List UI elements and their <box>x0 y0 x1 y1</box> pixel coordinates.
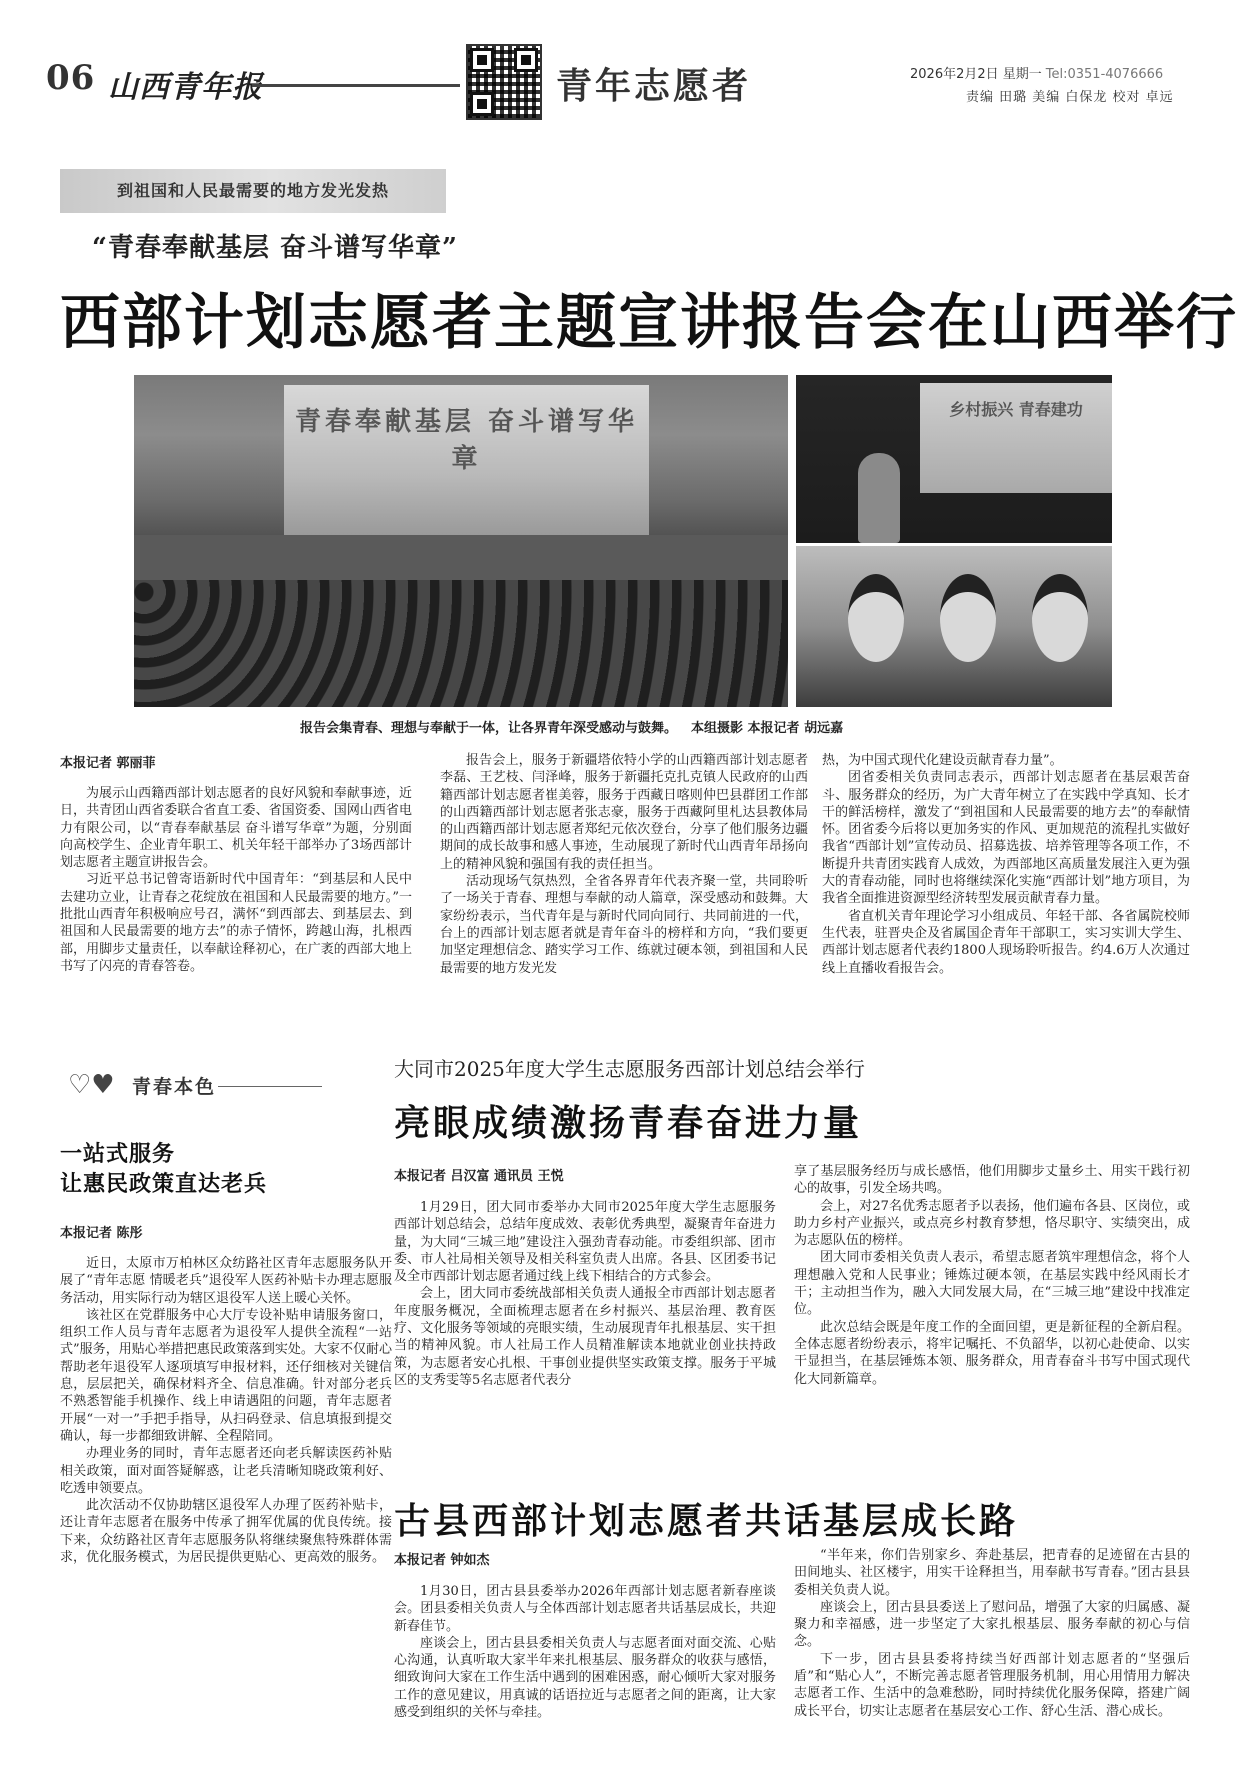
paragraph: 会上，对27名优秀志愿者予以表扬，他们遍布各县、区岗位，或助力乡村产业振兴，或点亮乡村教育梦想，恪尽职守、实绩突出，成为志愿队伍的榜样。 <box>794 1198 1190 1249</box>
section-title: 青年志愿者 <box>556 65 752 107</box>
paragraph: 团省委相关负责同志表示，西部计划志愿者在基层艰苦奋斗、服务群众的经历，为广大青年树立了在实践中学真知、长才干的鲜活榜样，激发了“到祖国和人民最需要的地方去”的奉献情怀。团省委今后将以更加务实的作风、更加规范的流程扎实做好我省“西部计划”宣传动员、招募选拔、培养管理等各项工作，不断提升共青团实践育人成效，为西部地区高质量发展注入更为强大的青春动能，同时也将继续深化实施“西部计划”地方项目，为我省全面推进资源型经济转型发展贡献青春力量。 <box>822 770 1190 907</box>
article3-title: 古县西部计划志愿者共话基层成长路 <box>394 1500 1019 1542</box>
photo-credit: 本组摄影 本报记者 胡远嘉 <box>691 721 844 736</box>
column-badge <box>68 1066 256 1102</box>
audience-face <box>848 574 904 662</box>
sidebar-title-line: 让惠民政策直达老兵 <box>60 1171 268 1197</box>
sidebar-title <box>60 1139 390 1199</box>
photo-audience-listening <box>796 546 1112 707</box>
paragraph: 此次总结会既是年度工作的全面回望，更是新征程的全新启程。全体志愿者纷纷表示，将牢记嘱托、不负韶华，以初心赴使命、以实干显担当，在基层锤炼本领、服务群众，用青春奋斗书写中国式现代化大同新篇章。 <box>794 1319 1190 1387</box>
paragraph: 报告会上，服务于新疆塔依特小学的山西籍西部计划志愿者李磊、王艺枝、闫泽峰，服务于新疆托克扎克镇人民政府的山西籍西部计划志愿者崔美蓉，服务于西藏日喀则仲巴县群团工作部的山西籍西部计划志愿者张志豪，服务于西藏阿里札达县教体局的山西籍西部计划志愿者郑纪元依次登台，分享了他们服务边疆期间的成长故事和感人事迹，生动展现了新时代山西青年昂扬向上的精神风貌和强国有我的责任担当。 <box>440 753 808 872</box>
stage-screen <box>284 385 649 535</box>
paragraph: 享了基层服务经历与成长感悟，他们用脚步丈量乡土、用实干践行初心的故事，引发全场共鸣。 <box>794 1164 1190 1197</box>
lead-byline: 本报记者 郭丽菲 <box>60 756 156 771</box>
paragraph: 办理业务的同时，青年志愿者还向老兵解读医药补贴相关政策，面对面答疑解惑，让老兵清晰知晓政策利好、吃透申领要点。 <box>60 1446 392 1496</box>
lead-column-2 <box>440 752 808 977</box>
paragraph: “半年来，你们告别家乡、奔赴基层，把青春的足迹留在古县的田间地头、社区楼宇，用实干诠释担当，用奉献书写青春。”团古县县委相关负责人说。 <box>794 1548 1190 1598</box>
article3-column-2 <box>794 1547 1190 1720</box>
stage <box>134 535 788 580</box>
photo-caption <box>300 717 843 736</box>
paragraph: 习近平总书记曾寄语新时代中国青年：“到基层和人民中去建功立业，让青春之花绽放在祖国和人民最需要的地方。”一批批山西青年积极响应号召，满怀“到西部去、到基层去、到祖国和人民最需要的地方去”的赤子情怀，跨越山海，扎根西部，用脚步丈量责任，以奉献诠释初心，在广袤的西部大地上书写了闪亮的青春答卷。 <box>60 872 412 974</box>
paragraph: 此次活动不仅协助辖区退役军人办理了医药补贴卡，还让青年志愿者在服务中传承了拥军优属的优良传统。接下来，众纺路社区青年志愿服务队将继续聚焦特殊群体需求，优化服务模式，为居民提供更贴心、更高效的服务。 <box>60 1498 392 1566</box>
article2-title: 亮眼成绩激扬青春奋进力量 <box>394 1102 863 1144</box>
article2-kicker: 大同市2025年度大学生志愿服务西部计划总结会举行 <box>394 1057 865 1081</box>
paragraph: 为展示山西籍西部计划志愿者的良好风貌和奉献事迹，近日，共青团山西省委联合省直工委、省国资委、国网山西省电力有限公司，以“青春奉献基层 奋斗谱写华章”为题，分别面向高校学生、企业青年职工、机关年轻干部举办了3场西部计划志愿者主题宣讲报告会。 <box>60 786 412 871</box>
paragraph: 1月29日，团大同市委举办大同市2025年度大学生志愿服务西部计划总结会，总结年度成效、表彰优秀典型，凝聚青年奋进力量，为大同“三城三地”建设注入强劲青春动能。市委组织部、团市委、市人社局相关领导及相关科室负责人出席。各县、区团委书记及全市西部计划志愿者通过线上线下相结合的方式参会。 <box>394 1200 776 1285</box>
photo-lecture-hall <box>134 375 788 707</box>
paragraph: 团大同市委相关负责人表示，希望志愿者筑牢理想信念，将个人理想融入党和人民事业；锤炼过硬本领，在基层实践中经风雨长才干；主动担当作为，融入大同发展大局，在“三城三地”建设中找准定位。 <box>794 1250 1190 1318</box>
phone-number: Tel:0351-4076666 <box>1045 67 1164 82</box>
caption-text: 报告会集青春、理想与奉献于一体，让各界青年深受感动与鼓舞。 <box>300 721 678 736</box>
page-number: 06 <box>46 58 96 98</box>
speaker-figure <box>858 453 900 543</box>
photo-speaker <box>796 375 1112 543</box>
paragraph: 近日，太原市万柏林区众纺路社区青年志愿服务队开展了“青年志愿 情暖老兵”退役军人医药补贴卡办理志愿服务活动，用实际行动为辖区退役军人送上暖心关怀。 <box>60 1256 392 1306</box>
lead-kicker: “青春奉献基层 奋斗谱写华章” <box>92 233 458 263</box>
lead-column-3 <box>822 752 1190 977</box>
sidebar-byline: 本报记者 陈彤 <box>60 1226 143 1241</box>
badge-rule <box>218 1086 322 1087</box>
heart-icon: ♡♥ <box>68 1070 115 1100</box>
article2-column-2 <box>794 1163 1190 1388</box>
paragraph: 活动现场气氛热烈，全省各界青年代表齐聚一堂，共同聆听了一场关于青春、理想与奉献的动人篇章，深受感动和鼓舞。大家纷纷表示，当代青年是与新时代同向同行、共同前进的一代，台上的西部计划志愿者就是青年奋斗的榜样和方向，“我们要更加坚定理想信念、踏实学习工作、练就过硬本领，到祖国和人民最需要的地方发光发 <box>440 874 808 976</box>
paragraph: 座谈会上，团古县县委送上了慰问品，增强了大家的归属感、凝聚力和幸福感，进一步坚定了大家扎根基层、服务奉献的初心与信念。 <box>794 1599 1190 1650</box>
lead-headline: 西部计划志愿者主题宣讲报告会在山西举行 <box>60 288 1238 358</box>
audience <box>134 580 788 707</box>
stage-screen-text: 青春奉献基层 奋斗谱写华章 <box>294 407 639 474</box>
lead-column-1 <box>60 785 412 975</box>
speaker-screen <box>920 383 1112 493</box>
audience-face <box>940 574 996 662</box>
article3-byline: 本报记者 钟如杰 <box>394 1553 490 1568</box>
article3-column-1 <box>394 1583 776 1721</box>
article2-column-1 <box>394 1199 776 1389</box>
qr-code-icon[interactable] <box>466 44 542 120</box>
paragraph: 省直机关青年理论学习小组成员、年轻干部、各省属院校师生代表，驻晋央企及省属国企青年干部职工，实习实训大学生、西部计划志愿者代表约1800人现场聆听报告。约4.6万人次通过线上直播收看报告会。 <box>822 908 1190 976</box>
topic-banner: 到祖国和人民最需要的地方发光发热 <box>60 169 446 213</box>
speaker-screen-text: 乡村振兴 青春建功 <box>949 400 1083 419</box>
issue-date: 2026年2月2日 星期一 <box>910 67 1042 82</box>
newspaper-logo: 山西青年报 <box>108 70 263 105</box>
issue-date-line <box>910 63 1163 82</box>
editor-credits: 责编 田璐 美编 白保龙 校对 卓远 <box>966 90 1174 105</box>
paragraph: 该社区在党群服务中心大厅专设补贴申请服务窗口，组织工作人员与青年志愿者为退役军人提供全流程“一站式”服务，用贴心举措把惠民政策落到实处。大家不仅耐心帮助老年退役军人逐项填写申报材料，还仔细核对关键信息，层层把关，确保材料齐全、信息准确。针对部分老兵不熟悉智能手机操作、线上申请遇阻的问题，青年志愿者开展“一对一”手把手指导，从扫码登录、信息填报到提交确认，每一步都细致讲解、全程陪同。 <box>60 1307 392 1444</box>
paragraph: 会上，团大同市委统战部相关负责人通报全市西部计划志愿者年度服务概况，全面梳理志愿者在乡村振兴、基层治理、教育医疗、文化服务等领域的亮眼实绩，生动展现青年扎根基层、实干担当的精神风貌。市人社局工作人员精准解读本地就业创业扶持政策，为志愿者安心扎根、干事创业提供坚实政策支撑。服务于平城区的支秀雯等5名志愿者代表分 <box>394 1286 776 1388</box>
paragraph: 座谈会上，团古县县委相关负责人与志愿者面对面交流、心贴心沟通，认真听取大家半年来扎根基层、服务群众的收获与感悟，细致询问大家在工作生活中遇到的困难困惑，耐心倾听大家对服务工作的意见建议，用真诚的话语拉近与志愿者之间的距离，让大家感受到组织的关怀与牵挂。 <box>394 1635 776 1721</box>
audience-face <box>1032 574 1088 662</box>
column-badge-label: 青春本色 <box>132 1076 217 1098</box>
article2-byline: 本报记者 吕汉富 通讯员 王悦 <box>394 1169 564 1184</box>
sidebar-body <box>60 1255 392 1566</box>
paragraph: 热，为中国式现代化建设贡献青春力量”。 <box>822 753 1063 768</box>
paragraph: 1月30日，团古县县委举办2026年西部计划志愿者新春座谈会。团县委相关负责人与全体西部计划志愿者共话基层成长，共迎新春佳节。 <box>394 1584 776 1634</box>
masthead-rule <box>252 84 460 87</box>
paragraph: 下一步，团古县县委将持续当好西部计划志愿者的“坚强后盾”和“贴心人”，不断完善志愿者管理服务机制，用心用情用力解决志愿者工作、生活中的急难愁盼，同时持续优化服务保障，搭建广阔成长平台，切实让志愿者在基层安心工作、舒心生活、潜心成长。 <box>794 1651 1190 1719</box>
sidebar-title-line: 一站式服务 <box>60 1141 176 1167</box>
